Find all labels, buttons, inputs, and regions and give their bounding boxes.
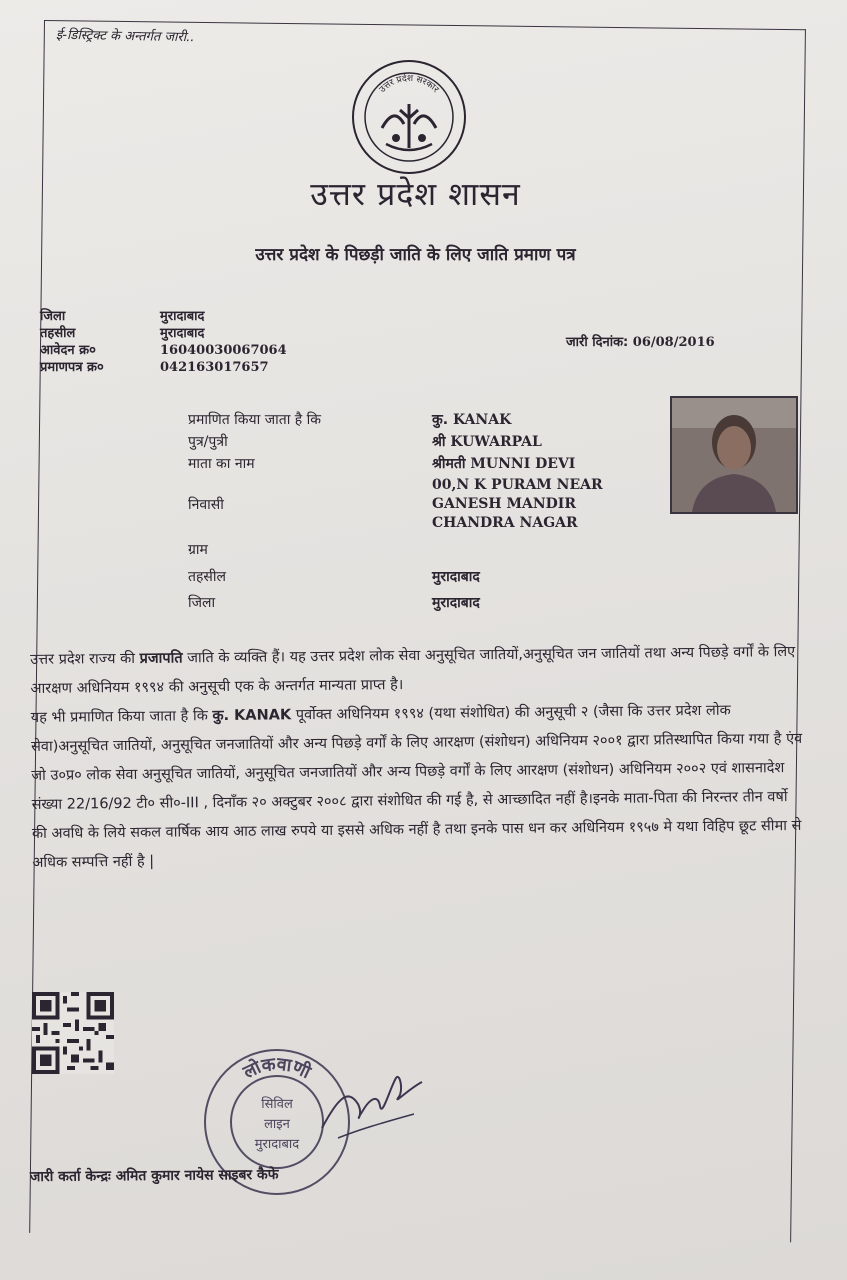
application-label: आवेदन क्र० — [40, 343, 96, 358]
e-district-note: ई-डिस्ट्रिक्ट के अन्तर्गत जारी.. — [55, 27, 195, 46]
page-title: उत्तर प्रदेश शासन — [310, 175, 521, 213]
address-line-3: CHANDRA NAGAR — [432, 515, 578, 531]
certificate-meta — [40, 308, 287, 376]
issue-date — [566, 332, 715, 350]
detail-district-value: मुरादाबाद — [432, 595, 480, 611]
applicant-details — [188, 410, 603, 615]
mother-name-prefix: श्रीमती — [432, 456, 466, 472]
issuing-center-value: अमित कुमार नायेस साइबर कैफे — [115, 1166, 279, 1185]
stamp-line-1: सिविल — [261, 1097, 293, 1112]
body-applicant-name: कु. KANAK — [212, 707, 292, 725]
tehsil-value: मुरादाबाद — [160, 326, 205, 341]
stamp-line-2: लाइन — [264, 1117, 290, 1132]
certificate-subtitle: उत्तर प्रदेश के पिछड़ी जाति के लिए जाति प्रमाण पत्र — [255, 245, 576, 265]
body-paragraph-2: यह भी प्रमाणित किया जाता है कि कु. KANAK पूर्वोक्त अधिनियम १९९४ (यथा संशोधित) की अनुसूची २ (जैसा कि उत्तर प्रदेश लोक सेवा)अनुसूचित जातियों, अनुसूचित जनजातियों और अन्य पिछड़े वर्गों के लिए आरक्षण (संशोधन) अधिनियम २००१ द्वारा प्रतिस्थापित किया गया है एंव जो उ०प्र० लोक सेवा अनुसूचित जातियों, अनुसूचित जनजातियों और अन्य पिछड़े वर्गों के लिए आरक्षण (संशोधन) अधिनियम २००२ एवं शासनादेश संख्या 22/16/92 टी० सी०-III , दिनाँक २० अक्टुबर २००८ द्वारा संशोधित की गई है, से आच्छादित नहीं है।इनके माता-पिता की निरन्तर तीन वर्षो की अवधि के लिये सकल वार्षिक आय आठ लाख रुपये या इससे अधिक नहीं है तथा इनके पास धन कर अधिनियम १९५७ मे यथा विहिप छूट सीमा से अधिक सम्पत्ति नहीं है | — [30, 702, 803, 871]
svg-text:उत्तर प्रदेश सरकार — [378, 72, 441, 95]
tehsil-label: तहसील — [40, 326, 76, 341]
applicant-name — [432, 410, 511, 432]
certificate-body — [30, 638, 807, 878]
father-name — [432, 432, 542, 454]
certificate-number: 042163017657 — [160, 360, 269, 375]
up-government-emblem-icon — [350, 58, 468, 176]
issue-date-label: जारी दिनांक: — [566, 335, 629, 350]
child-of-label: पुत्र/पुत्री — [188, 434, 228, 450]
district-label: जिला — [40, 309, 66, 324]
father-name-value: KUWARPAL — [450, 434, 542, 450]
qr-code-icon — [32, 992, 114, 1074]
address-line-1: 00,N K PURAM NEAR — [432, 477, 603, 493]
mother-label: माता का नाम — [188, 456, 255, 472]
detail-district-label: जिला — [188, 595, 216, 611]
svg-text:लोकवाणी — [239, 1053, 316, 1083]
emblem-text: उत्तर प्रदेश सरकार — [377, 73, 441, 95]
stamp-line-3: मुरादाबाद — [254, 1137, 300, 1152]
mother-name — [432, 454, 575, 476]
applicant-name-prefix: कु. — [432, 412, 449, 428]
certified-label: प्रमाणित किया जाता है कि — [188, 412, 322, 428]
certificate-label: प्रमाणपत्र क्र० — [40, 360, 104, 375]
village-label: ग्राम — [188, 542, 208, 558]
issuing-center-label: जारी कर्ता केन्द्रः — [29, 1168, 111, 1186]
detail-tehsil-value: मुरादाबाद — [432, 569, 480, 585]
issue-date-value: 06/08/2016 — [632, 335, 715, 350]
detail-tehsil-label: तहसील — [188, 569, 226, 585]
father-name-prefix: श्री — [432, 434, 446, 450]
district-value: मुरादाबाद — [160, 309, 205, 324]
body-paragraph-1: उत्तर प्रदेश राज्य की प्रजापति जाति के व्यक्ति हैं। यह उत्तर प्रदेश लोक सेवा अनुसूचित जातियों,अनुसूचित जन जातियों तथा अन्य पिछड़े वर्गों के लिए आरक्षण अधिनियम १९९४ की अनुसूची एक के अन्तर्गत मान्यता प्राप्त है। — [30, 643, 796, 697]
applicant-name-value: KANAK — [452, 412, 512, 428]
mother-name-value: MUNNI DEVI — [470, 456, 576, 472]
signature-icon — [318, 1058, 428, 1148]
applicant-photo — [670, 396, 798, 514]
stamp-title: लोकवाणी — [240, 1053, 314, 1084]
application-number: 16040030067064 — [160, 343, 287, 358]
caste-name: प्रजापति — [139, 650, 183, 667]
resident-label: निवासी — [188, 497, 224, 513]
address-line-2: GANESH MANDIR — [432, 496, 576, 512]
issuing-center — [30, 1165, 279, 1186]
